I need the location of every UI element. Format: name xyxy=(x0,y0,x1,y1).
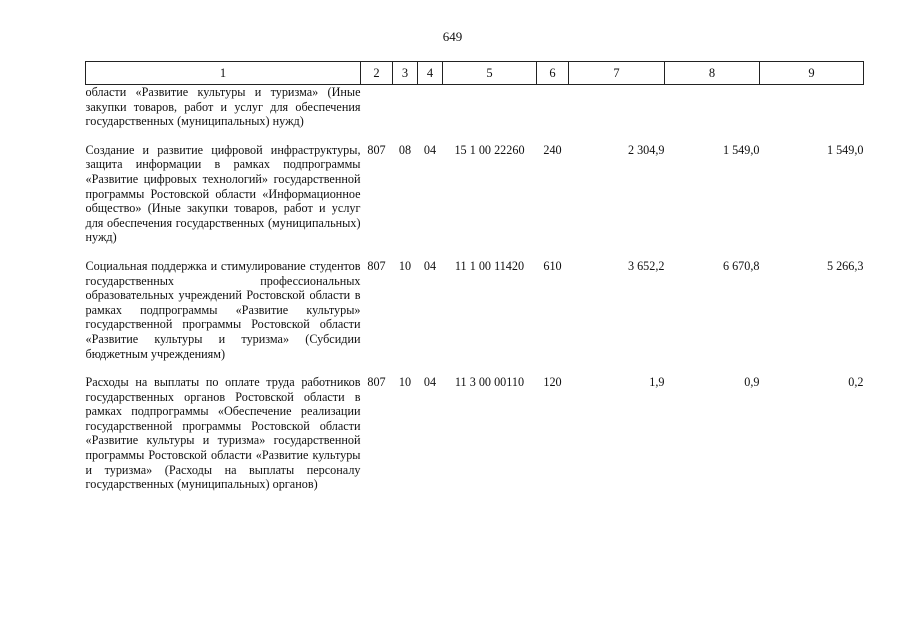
column-header: 9 xyxy=(760,62,864,85)
cell-amount-2: 0,9 xyxy=(744,375,760,390)
cell-amount-1: 1,9 xyxy=(649,375,665,390)
cell-target-article xyxy=(443,85,537,143)
cell-subsection xyxy=(418,85,443,143)
cell-expense-type: 610 xyxy=(543,258,562,273)
row-description: Социальная поддержка и стимулирование студентов государственных профессиональных образовательных учреждений Ростовской области в рамках подпрограммы «Развитие культуры» государственной программы Ростовской области «Развитие культуры и туризма» (Субсидии бюджетным учреждениям) xyxy=(85,258,361,361)
cell-amount-2 xyxy=(665,85,760,143)
cell-amount-1: 3 652,2 xyxy=(627,258,665,273)
cell-expense-type: 120 xyxy=(543,375,562,390)
cell-ministry: 807 xyxy=(367,142,386,157)
cell-ministry: 807 xyxy=(367,375,386,390)
column-header: 7 xyxy=(569,62,665,85)
column-header: 2 xyxy=(361,62,393,85)
row-description: Расходы на выплаты по оплате труда работников государственных органов Ростовской области в рамках подпрограммы «Обеспечение реализации государственной программы Ростовской области «Развитие культуры и туризма» государственной программы Ростовской области «Развитие культуры и туризма» (Расходы на выплаты персоналу государственных (муниципальных) органов) xyxy=(85,375,361,492)
page-number: 649 xyxy=(442,29,463,44)
table-row xyxy=(86,85,864,143)
cell-amount-1: 2 304,9 xyxy=(627,142,665,157)
cell-ministry: 807 xyxy=(367,258,386,273)
column-header: 8 xyxy=(665,62,760,85)
column-header: 5 xyxy=(443,62,537,85)
column-header: 4 xyxy=(418,62,443,85)
cell-expense-type xyxy=(537,85,569,143)
cell-section: 08 xyxy=(398,142,412,157)
column-header: 6 xyxy=(537,62,569,85)
cell-amount-1 xyxy=(569,85,665,143)
cell-section xyxy=(393,85,418,143)
cell-subsection: 04 xyxy=(423,375,437,390)
cell-amount-2: 6 670,8 xyxy=(722,258,760,273)
row-description: Создание и развитие цифровой инфраструктуры, защита информации в рамках подпрограммы «Развитие цифровых технологий» государственной программы Ростовской области «Информационное общество» (Иные закупки товаров, работ и услуг для обеспечения государственных (муниципальных) нужд) xyxy=(85,142,361,245)
cell-amount-2: 1 549,0 xyxy=(722,142,760,157)
table-header-row xyxy=(86,62,864,85)
table-row xyxy=(86,375,864,506)
column-header: 1 xyxy=(86,62,361,85)
cell-amount-3: 5 266,3 xyxy=(826,258,864,273)
cell-amount-3: 0,2 xyxy=(848,375,864,390)
cell-target-article: 11 1 00 11420 xyxy=(454,258,525,273)
column-header: 3 xyxy=(393,62,418,85)
cell-section: 10 xyxy=(398,258,412,273)
cell-amount-3: 1 549,0 xyxy=(826,142,864,157)
cell-ministry xyxy=(361,85,393,143)
table-row xyxy=(86,143,864,259)
cell-amount-3 xyxy=(760,85,864,143)
cell-subsection: 04 xyxy=(423,142,437,157)
cell-section: 10 xyxy=(398,375,412,390)
cell-target-article: 11 3 00 00110 xyxy=(454,375,525,390)
cell-target-article: 15 1 00 22260 xyxy=(454,142,525,157)
budget-table xyxy=(85,61,864,506)
cell-subsection: 04 xyxy=(423,258,437,273)
table-row xyxy=(86,259,864,375)
row-description: области «Развитие культуры и туризма» (Иные закупки товаров, работ и услуг для обеспечения государственных (муниципальных) нужд) xyxy=(85,85,361,129)
cell-expense-type: 240 xyxy=(543,142,562,157)
